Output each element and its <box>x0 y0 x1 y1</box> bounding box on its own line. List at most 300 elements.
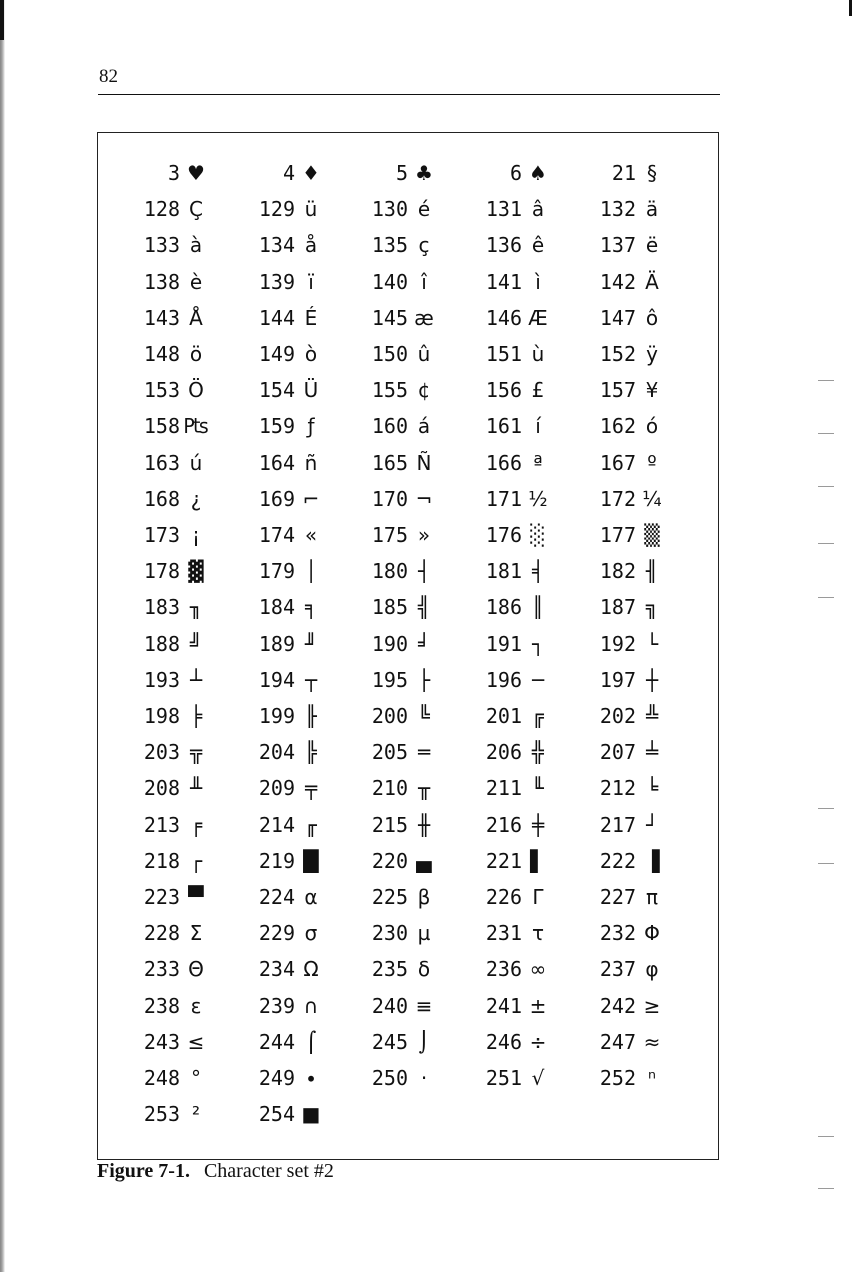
character-code: 170 <box>371 486 408 511</box>
character-code: 225 <box>371 885 408 909</box>
character-code: 5 <box>395 161 408 185</box>
character-entry <box>480 267 592 297</box>
character-code: 145 <box>371 305 408 330</box>
character-code: 224 <box>258 885 295 909</box>
character-entry <box>253 592 365 622</box>
character-glyph: ⌠ <box>305 1029 317 1054</box>
character-entry <box>138 918 250 948</box>
character-entry <box>594 810 706 840</box>
character-entry <box>253 882 365 912</box>
character-glyph: ┤ <box>417 559 431 584</box>
character-code: 130 <box>371 197 408 222</box>
character-glyph: ╟ <box>304 704 318 728</box>
character-glyph: ╙ <box>531 776 545 801</box>
character-code: 242 <box>599 993 636 1018</box>
character-code: 138 <box>143 269 180 294</box>
character-glyph: ┐ <box>531 631 545 656</box>
character-code: 239 <box>258 993 295 1018</box>
character-entry <box>480 629 592 659</box>
character-glyph: ▀ <box>188 885 204 909</box>
character-glyph: Æ <box>528 305 548 330</box>
character-glyph: Φ <box>644 921 660 946</box>
character-code: 238 <box>143 993 180 1018</box>
character-entry <box>594 629 706 659</box>
character-glyph: î <box>421 269 427 294</box>
character-set-figure <box>97 132 719 1160</box>
character-entry <box>480 303 592 333</box>
character-code: 200 <box>371 704 408 728</box>
margin-dash <box>818 863 834 864</box>
character-glyph: ¬ <box>415 486 433 511</box>
character-code: 146 <box>485 305 522 330</box>
character-entry <box>138 411 250 441</box>
character-entry <box>138 737 250 767</box>
character-code: 248 <box>143 1066 180 1090</box>
character-glyph: ê <box>531 233 545 258</box>
character-entry <box>480 448 592 478</box>
character-entry <box>480 556 592 586</box>
character-code: 252 <box>599 1066 636 1090</box>
margin-dash <box>818 808 834 809</box>
character-code: 231 <box>485 921 522 946</box>
character-glyph: φ <box>645 957 659 982</box>
character-entry <box>138 158 250 188</box>
character-entry <box>366 339 478 369</box>
character-entry <box>480 954 592 984</box>
character-entry <box>253 1027 365 1057</box>
character-glyph: ë <box>645 233 659 258</box>
character-code: 178 <box>143 559 180 584</box>
character-glyph: ∩ <box>303 993 319 1018</box>
character-entry <box>366 701 478 731</box>
character-entry <box>366 629 478 659</box>
character-code: 237 <box>599 957 636 982</box>
character-entry <box>366 773 478 803</box>
character-entry <box>594 991 706 1021</box>
character-glyph: ═ <box>417 740 431 765</box>
character-glyph: ╖ <box>189 595 203 620</box>
character-glyph: ¥ <box>645 378 659 403</box>
character-entry <box>480 882 592 912</box>
character-code: 221 <box>485 848 522 873</box>
character-code: 163 <box>143 450 180 475</box>
character-entry <box>480 411 592 441</box>
character-glyph: ╫ <box>417 812 431 837</box>
character-entry <box>138 773 250 803</box>
character-entry <box>253 267 365 297</box>
character-glyph: ä <box>645 197 659 222</box>
character-code: 160 <box>371 414 408 439</box>
character-code: 141 <box>485 269 522 294</box>
character-glyph: ▐ <box>644 848 660 873</box>
character-code: 223 <box>143 885 180 909</box>
character-glyph: ² <box>191 1102 201 1127</box>
character-glyph: ú <box>189 450 203 475</box>
character-glyph: └ <box>645 631 659 656</box>
character-entry <box>594 665 706 695</box>
character-glyph: ⁿ <box>648 1066 656 1090</box>
character-entry <box>594 448 706 478</box>
character-entry <box>253 810 365 840</box>
character-entry <box>138 665 250 695</box>
character-entry <box>480 375 592 405</box>
page-left-edge <box>0 0 5 1272</box>
character-entry <box>480 1063 592 1093</box>
character-entry <box>366 846 478 876</box>
character-code: 199 <box>258 704 295 728</box>
character-code: 132 <box>599 197 636 222</box>
character-code: 169 <box>258 486 295 511</box>
character-code: 151 <box>485 342 522 366</box>
character-entry <box>594 1063 706 1093</box>
character-code: 180 <box>371 559 408 584</box>
character-glyph: ¼ <box>642 486 662 511</box>
character-entry <box>594 375 706 405</box>
character-code: 218 <box>143 848 180 873</box>
character-glyph: ¡ <box>191 523 201 547</box>
character-entry <box>138 1099 250 1129</box>
character-entry <box>594 701 706 731</box>
character-code: 206 <box>485 740 522 765</box>
character-glyph: ┌ <box>189 848 203 873</box>
character-entry <box>480 918 592 948</box>
character-entry <box>594 556 706 586</box>
character-code: 153 <box>143 378 180 403</box>
character-entry <box>366 954 478 984</box>
character-glyph: ♣ <box>415 161 433 185</box>
character-code: 154 <box>258 378 295 403</box>
character-glyph: ╔ <box>531 704 545 728</box>
character-entry <box>138 1063 250 1093</box>
character-entry <box>366 918 478 948</box>
margin-dash <box>818 433 834 434</box>
character-entry <box>253 773 365 803</box>
character-entry <box>480 592 592 622</box>
character-code: 171 <box>485 486 522 511</box>
character-code: 181 <box>485 559 522 584</box>
character-code: 212 <box>599 776 636 801</box>
character-glyph: │ <box>304 559 318 584</box>
character-glyph: ┘ <box>645 812 659 837</box>
character-glyph: · <box>420 1066 428 1090</box>
character-glyph: í <box>535 414 541 439</box>
character-entry <box>480 737 592 767</box>
character-code: 235 <box>371 957 408 982</box>
character-glyph: ù <box>531 342 545 366</box>
character-entry <box>253 556 365 586</box>
character-code: 172 <box>599 486 636 511</box>
character-glyph: ┴ <box>189 667 203 692</box>
character-entry <box>253 303 365 333</box>
character-glyph: ò <box>304 342 318 366</box>
character-code: 148 <box>143 342 180 366</box>
character-glyph: ╓ <box>304 812 318 837</box>
character-glyph: ╕ <box>304 595 318 620</box>
character-entry <box>594 484 706 514</box>
character-code: 152 <box>599 342 636 366</box>
character-code: 165 <box>371 450 408 475</box>
character-code: 217 <box>599 812 636 837</box>
character-entry <box>253 375 365 405</box>
character-code: 137 <box>599 233 636 258</box>
character-entry <box>366 484 478 514</box>
character-glyph: ╘ <box>645 776 659 801</box>
character-glyph: α <box>304 885 318 909</box>
character-code: 182 <box>599 559 636 584</box>
character-glyph: β <box>417 885 431 909</box>
character-entry <box>253 665 365 695</box>
character-glyph: ╜ <box>304 631 318 656</box>
character-glyph: ½ <box>528 486 548 511</box>
character-grid <box>98 133 718 1159</box>
character-glyph: è <box>189 269 203 294</box>
character-glyph: ª <box>533 450 543 475</box>
margin-dash <box>818 1136 834 1137</box>
character-code: 241 <box>485 993 522 1018</box>
character-glyph: û <box>417 342 431 366</box>
character-entry <box>253 339 365 369</box>
character-code: 133 <box>143 233 180 258</box>
character-glyph: ¢ <box>417 378 431 403</box>
character-code: 149 <box>258 342 295 366</box>
character-glyph: ó <box>645 414 659 439</box>
character-code: 214 <box>258 812 295 837</box>
character-code: 251 <box>485 1066 522 1090</box>
character-entry <box>480 194 592 224</box>
character-glyph: ♦ <box>302 161 320 185</box>
character-glyph: Ö <box>188 378 204 403</box>
character-entry <box>366 592 478 622</box>
character-code: 246 <box>485 1029 522 1054</box>
character-code: 243 <box>143 1029 180 1054</box>
character-code: 191 <box>485 631 522 656</box>
character-entry <box>253 846 365 876</box>
character-entry <box>594 520 706 550</box>
character-entry <box>138 810 250 840</box>
character-code: 229 <box>258 921 295 946</box>
character-entry <box>594 230 706 260</box>
character-code: 159 <box>258 414 295 439</box>
character-glyph: ô <box>645 305 659 330</box>
character-entry <box>594 954 706 984</box>
character-glyph: ╤ <box>304 776 318 801</box>
character-glyph: ╣ <box>417 595 431 620</box>
figure-caption <box>97 1160 334 1183</box>
character-code: 134 <box>258 233 295 258</box>
character-entry <box>138 991 250 1021</box>
character-code: 201 <box>485 704 522 728</box>
character-glyph: ╧ <box>645 740 659 765</box>
character-code: 247 <box>599 1029 636 1054</box>
character-entry <box>138 448 250 478</box>
character-code: 198 <box>143 704 180 728</box>
character-entry <box>594 846 706 876</box>
character-entry <box>594 882 706 912</box>
character-glyph: Θ <box>188 957 204 982</box>
character-glyph: ÷ <box>529 1029 547 1054</box>
character-code: 196 <box>485 667 522 692</box>
character-code: 161 <box>485 414 522 439</box>
character-glyph: ≥ <box>643 993 661 1018</box>
character-glyph: ° <box>191 1066 201 1090</box>
character-glyph: » <box>417 523 431 547</box>
character-entry <box>594 194 706 224</box>
character-code: 139 <box>258 269 295 294</box>
character-glyph: ε <box>190 993 202 1018</box>
character-code: 179 <box>258 559 295 584</box>
character-entry <box>480 773 592 803</box>
character-glyph: ╩ <box>645 704 659 728</box>
character-glyph: é <box>417 197 431 222</box>
character-entry <box>366 882 478 912</box>
character-entry <box>253 991 365 1021</box>
character-code: 6 <box>509 161 522 185</box>
character-code: 222 <box>599 848 636 873</box>
character-code: 177 <box>599 523 636 547</box>
character-code: 155 <box>371 378 408 403</box>
character-entry <box>138 592 250 622</box>
character-entry <box>480 1027 592 1057</box>
character-code: 232 <box>599 921 636 946</box>
character-entry <box>594 918 706 948</box>
character-glyph: ∞ <box>529 957 547 982</box>
character-glyph: ║ <box>531 595 545 620</box>
character-entry <box>138 303 250 333</box>
character-entry <box>366 230 478 260</box>
character-entry <box>138 1027 250 1057</box>
character-glyph: Ñ <box>416 450 432 475</box>
character-glyph: σ <box>304 921 318 946</box>
character-entry <box>366 1063 478 1093</box>
character-code: 136 <box>485 233 522 258</box>
character-entry <box>594 411 706 441</box>
character-glyph: π <box>645 885 659 909</box>
character-code: 186 <box>485 595 522 620</box>
character-code: 188 <box>143 631 180 656</box>
character-code: 205 <box>371 740 408 765</box>
character-glyph: ƒ <box>307 414 315 439</box>
character-code: 250 <box>371 1066 408 1090</box>
character-glyph: τ <box>531 921 545 946</box>
character-glyph: â <box>531 197 545 222</box>
character-glyph: ╦ <box>189 740 203 765</box>
margin-dash <box>818 1188 834 1189</box>
character-code: 203 <box>143 740 180 765</box>
character-entry <box>480 230 592 260</box>
character-entry <box>480 810 592 840</box>
character-glyph: Ω <box>303 957 319 982</box>
character-glyph: ╨ <box>189 776 203 801</box>
character-code: 226 <box>485 885 522 909</box>
character-glyph: á <box>417 414 431 439</box>
character-entry <box>253 701 365 731</box>
character-code: 158 <box>143 414 180 439</box>
character-code: 228 <box>143 921 180 946</box>
character-entry <box>594 737 706 767</box>
character-code: 144 <box>258 305 295 330</box>
character-glyph: ╪ <box>531 812 545 837</box>
character-entry <box>253 954 365 984</box>
character-entry <box>480 484 592 514</box>
character-glyph: ╗ <box>645 595 659 620</box>
character-entry <box>366 556 478 586</box>
character-glyph: █ <box>303 848 319 873</box>
character-glyph: É <box>304 305 318 330</box>
character-code: 193 <box>143 667 180 692</box>
margin-dash <box>818 543 834 544</box>
character-code: 236 <box>485 957 522 982</box>
character-code: 168 <box>143 486 180 511</box>
character-entry <box>366 810 478 840</box>
character-entry <box>366 665 478 695</box>
character-glyph: £ <box>531 378 545 403</box>
character-glyph: ⌡ <box>418 1029 430 1054</box>
character-entry <box>253 158 365 188</box>
character-glyph: √ <box>531 1066 545 1090</box>
character-code: 249 <box>258 1066 295 1090</box>
character-glyph: ╞ <box>189 704 203 728</box>
character-entry <box>138 882 250 912</box>
character-code: 192 <box>599 631 636 656</box>
character-entry <box>480 665 592 695</box>
character-entry <box>253 411 365 441</box>
character-glyph: ─ <box>531 667 545 692</box>
character-code: 253 <box>143 1102 180 1127</box>
character-glyph: ╡ <box>531 559 545 584</box>
character-code: 176 <box>485 523 522 547</box>
character-glyph: ▄ <box>416 848 432 873</box>
character-glyph: ╚ <box>417 704 431 728</box>
character-entry <box>138 194 250 224</box>
character-entry <box>480 339 592 369</box>
character-entry <box>480 846 592 876</box>
character-code: 173 <box>143 523 180 547</box>
character-entry <box>594 158 706 188</box>
character-glyph: ╢ <box>645 559 659 584</box>
character-glyph: ≡ <box>415 993 433 1018</box>
character-entry <box>138 267 250 297</box>
character-code: 227 <box>599 885 636 909</box>
character-glyph: ╠ <box>304 740 318 765</box>
character-entry <box>366 267 478 297</box>
character-code: 156 <box>485 378 522 403</box>
character-glyph: ü <box>304 197 318 222</box>
character-code: 208 <box>143 776 180 801</box>
character-entry <box>253 520 365 550</box>
character-glyph: ╝ <box>189 631 203 656</box>
character-entry <box>253 629 365 659</box>
margin-dash <box>818 380 834 381</box>
character-code: 185 <box>371 595 408 620</box>
character-glyph: ├ <box>417 667 431 692</box>
character-entry <box>253 737 365 767</box>
character-glyph: ≤ <box>187 1029 205 1054</box>
character-entry <box>138 846 250 876</box>
page-left-edge-mark <box>0 0 4 40</box>
figure-caption-label: Figure 7-1. <box>97 1160 190 1182</box>
character-code: 174 <box>258 523 295 547</box>
character-glyph: ÿ <box>646 342 658 366</box>
character-glyph: ░ <box>530 523 546 547</box>
character-glyph: ì <box>535 269 541 294</box>
character-entry <box>594 592 706 622</box>
character-code: 194 <box>258 667 295 692</box>
character-glyph: ┼ <box>645 667 659 692</box>
character-glyph: ♥ <box>187 161 205 185</box>
character-code: 254 <box>258 1102 295 1127</box>
character-code: 219 <box>258 848 295 873</box>
character-code: 202 <box>599 704 636 728</box>
